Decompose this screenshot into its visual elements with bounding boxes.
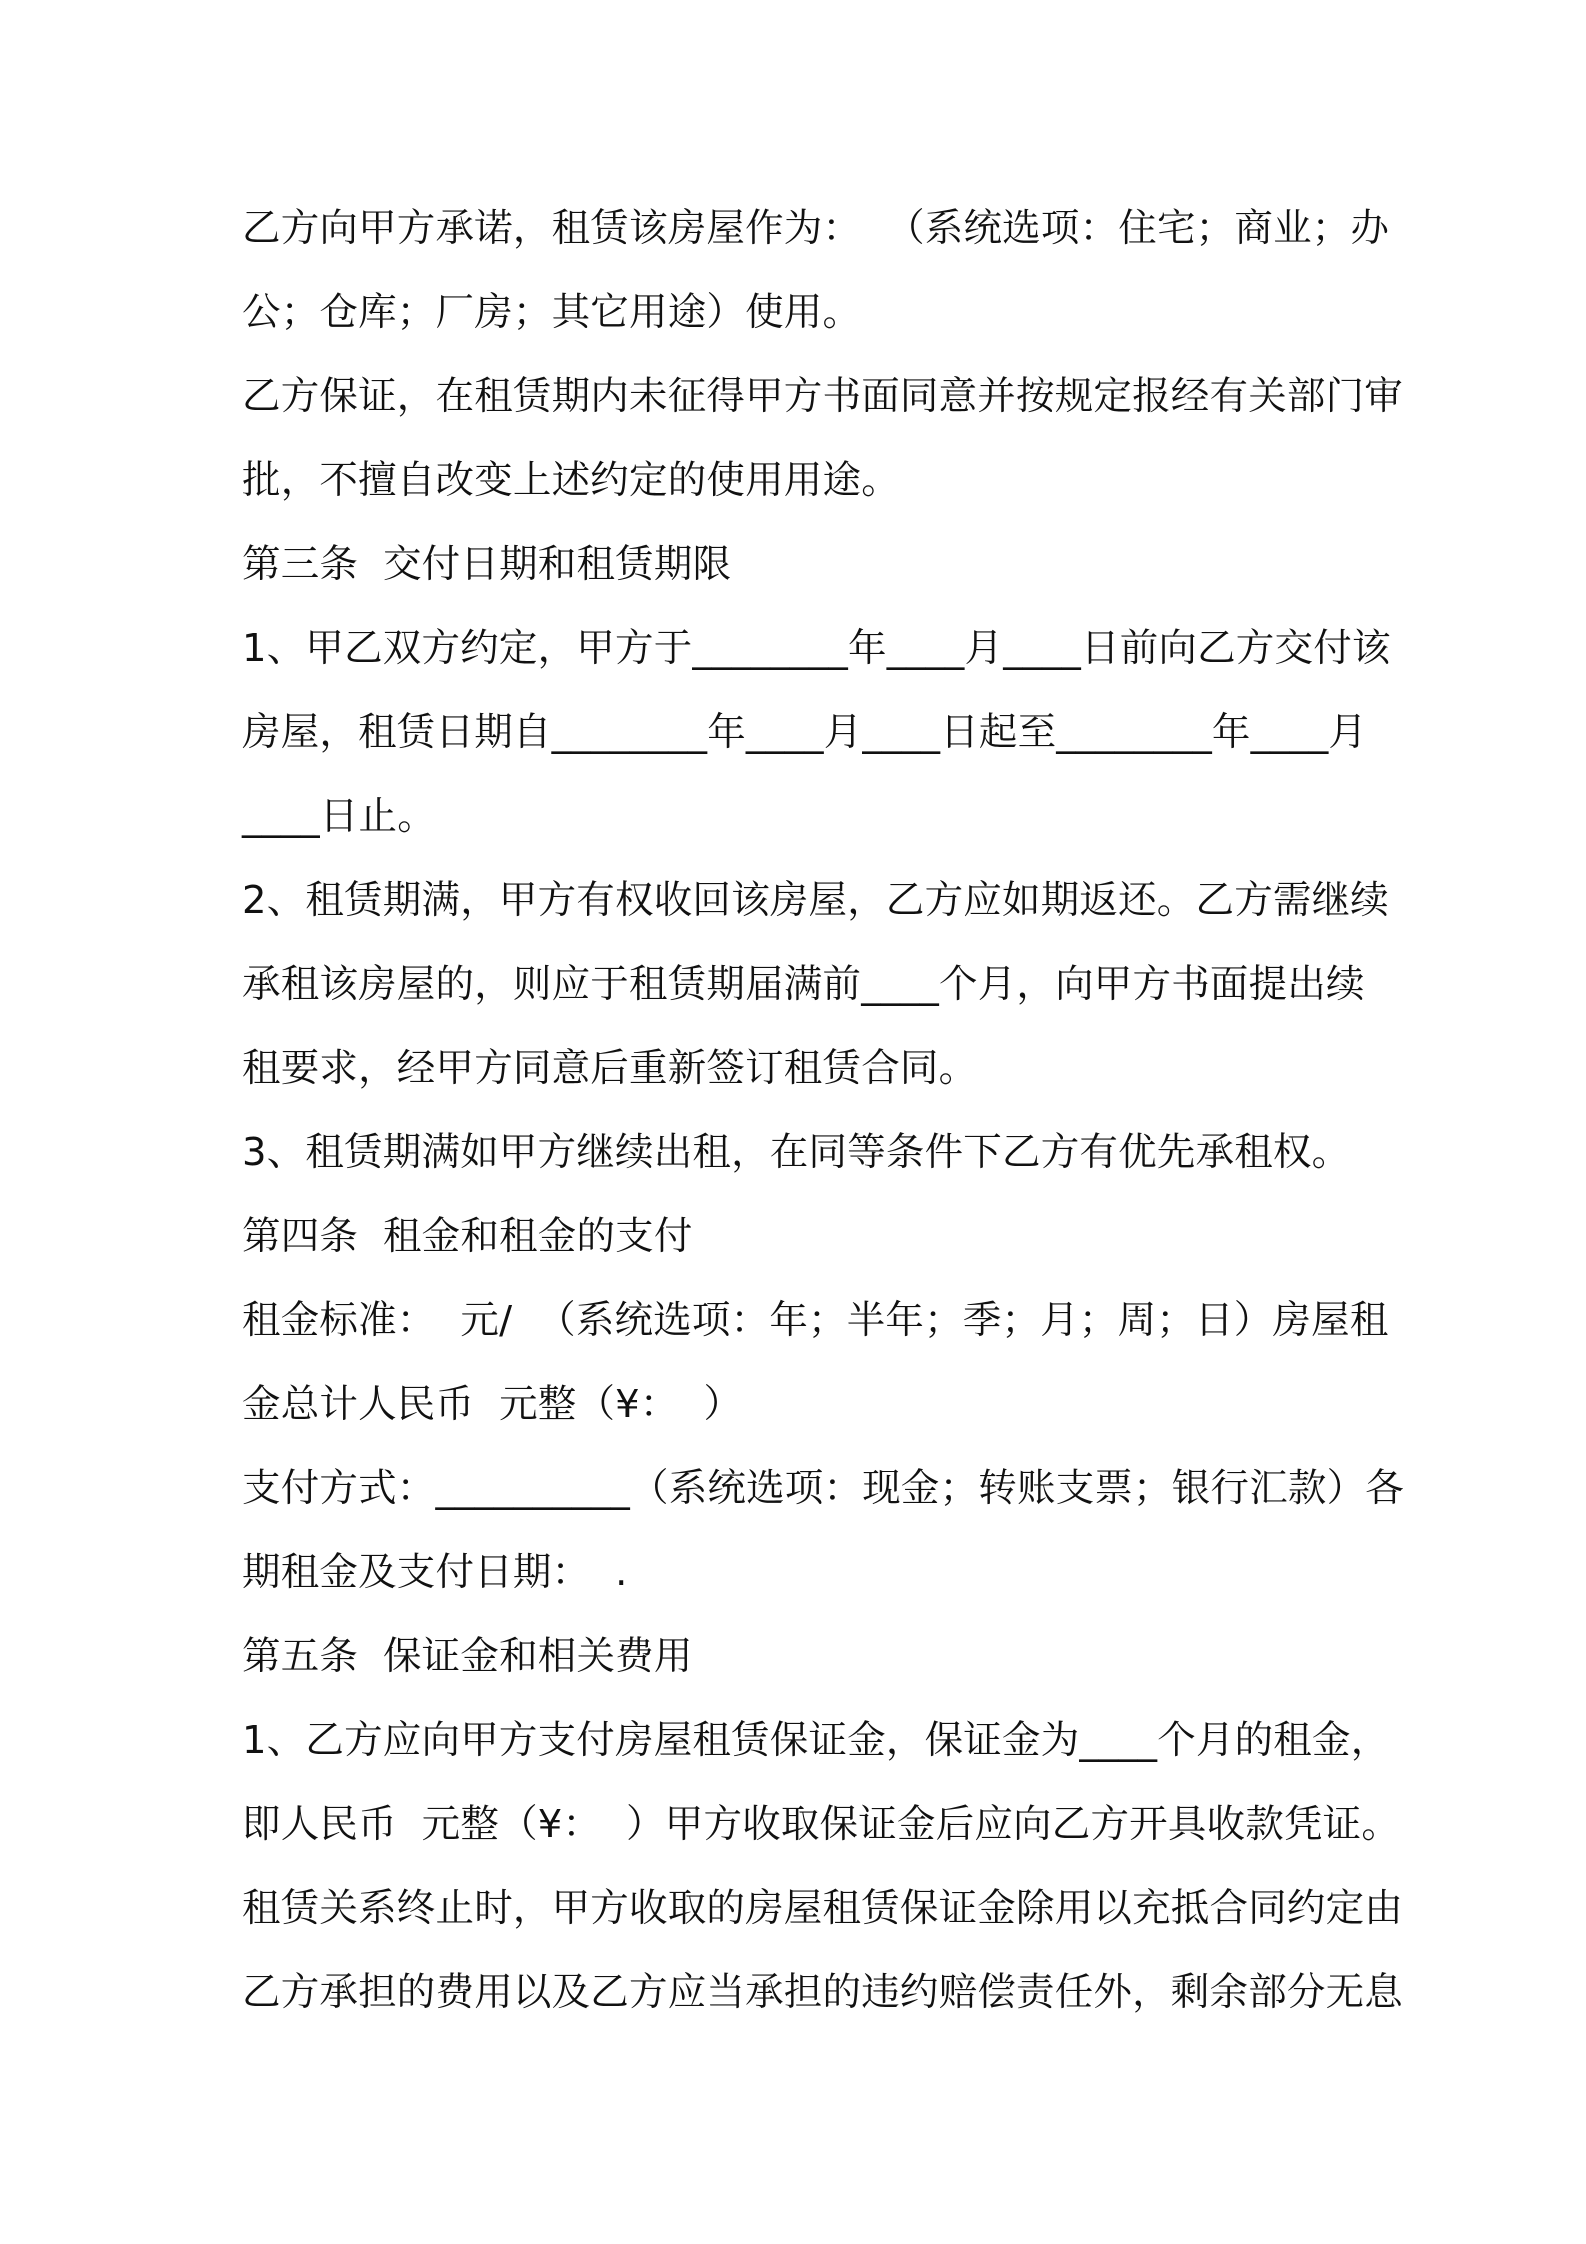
text-line-14: 租金标准： 元/ （系统选项：年；半年；季；月；周；日）房屋租 — [242, 1298, 1389, 1343]
article-4-heading: 第四条 租金和租金的支付 — [242, 1214, 693, 1259]
contract-page — [242, 0, 1405, 2244]
text-line-11: 租要求，经甲方同意后重新签订租赁合同。 — [242, 1046, 978, 1091]
text-line-10: 承租该房屋的，则应于租赁期届满前____个月，向甲方书面提出续 — [242, 962, 1365, 1007]
text-line-16: 支付方式：__________（系统选项：现金；转账支票；银行汇款）各 — [242, 1466, 1405, 1511]
text-line-20: 即人民币 元整（¥： ）甲方收取保证金后应向乙方开具收款凭证。 — [242, 1802, 1401, 1847]
text-line-19: 1、乙方应向甲方支付房屋租赁保证金，保证金为____个月的租金， — [242, 1718, 1390, 1763]
text-line-4: 批，不擅自改变上述约定的使用用途。 — [242, 458, 900, 503]
article-3-heading: 第三条 交付日期和租赁期限 — [242, 542, 732, 587]
text-line-22: 乙方承担的费用以及乙方应当承担的违约赔偿责任外，剩余部分无息 — [242, 1970, 1404, 2015]
text-line-3: 乙方保证，在租赁期内未征得甲方书面同意并按规定报经有关部门审 — [242, 374, 1404, 419]
text-line-8: ____日止。 — [242, 794, 436, 839]
text-line-12: 3、租赁期满如甲方继续出租，在同等条件下乙方有优先承租权。 — [242, 1130, 1351, 1175]
text-line-6: 1、甲乙双方约定，甲方于________年____月____日前向乙方交付该 — [242, 626, 1391, 671]
text-line-1: 乙方向甲方承诺，租赁该房屋作为： （系统选项：住宅；商业；办 — [242, 206, 1390, 251]
text-line-9: 2、租赁期满，甲方有权收回该房屋，乙方应如期返还。乙方需继续 — [242, 878, 1389, 923]
text-line-17: 期租金及支付日期： . — [242, 1550, 628, 1595]
text-line-21: 租赁关系终止时，甲方收取的房屋租赁保证金除用以充抵合同约定由 — [242, 1886, 1404, 1931]
text-line-15: 金总计人民币 元整（¥： ） — [242, 1382, 743, 1427]
article-5-heading: 第五条 保证金和相关费用 — [242, 1634, 693, 1679]
text-line-2: 公；仓库；厂房；其它用途）使用。 — [242, 290, 862, 335]
text-line-7: 房屋，租赁日期自________年____月____日起至________年____月 — [242, 710, 1368, 755]
